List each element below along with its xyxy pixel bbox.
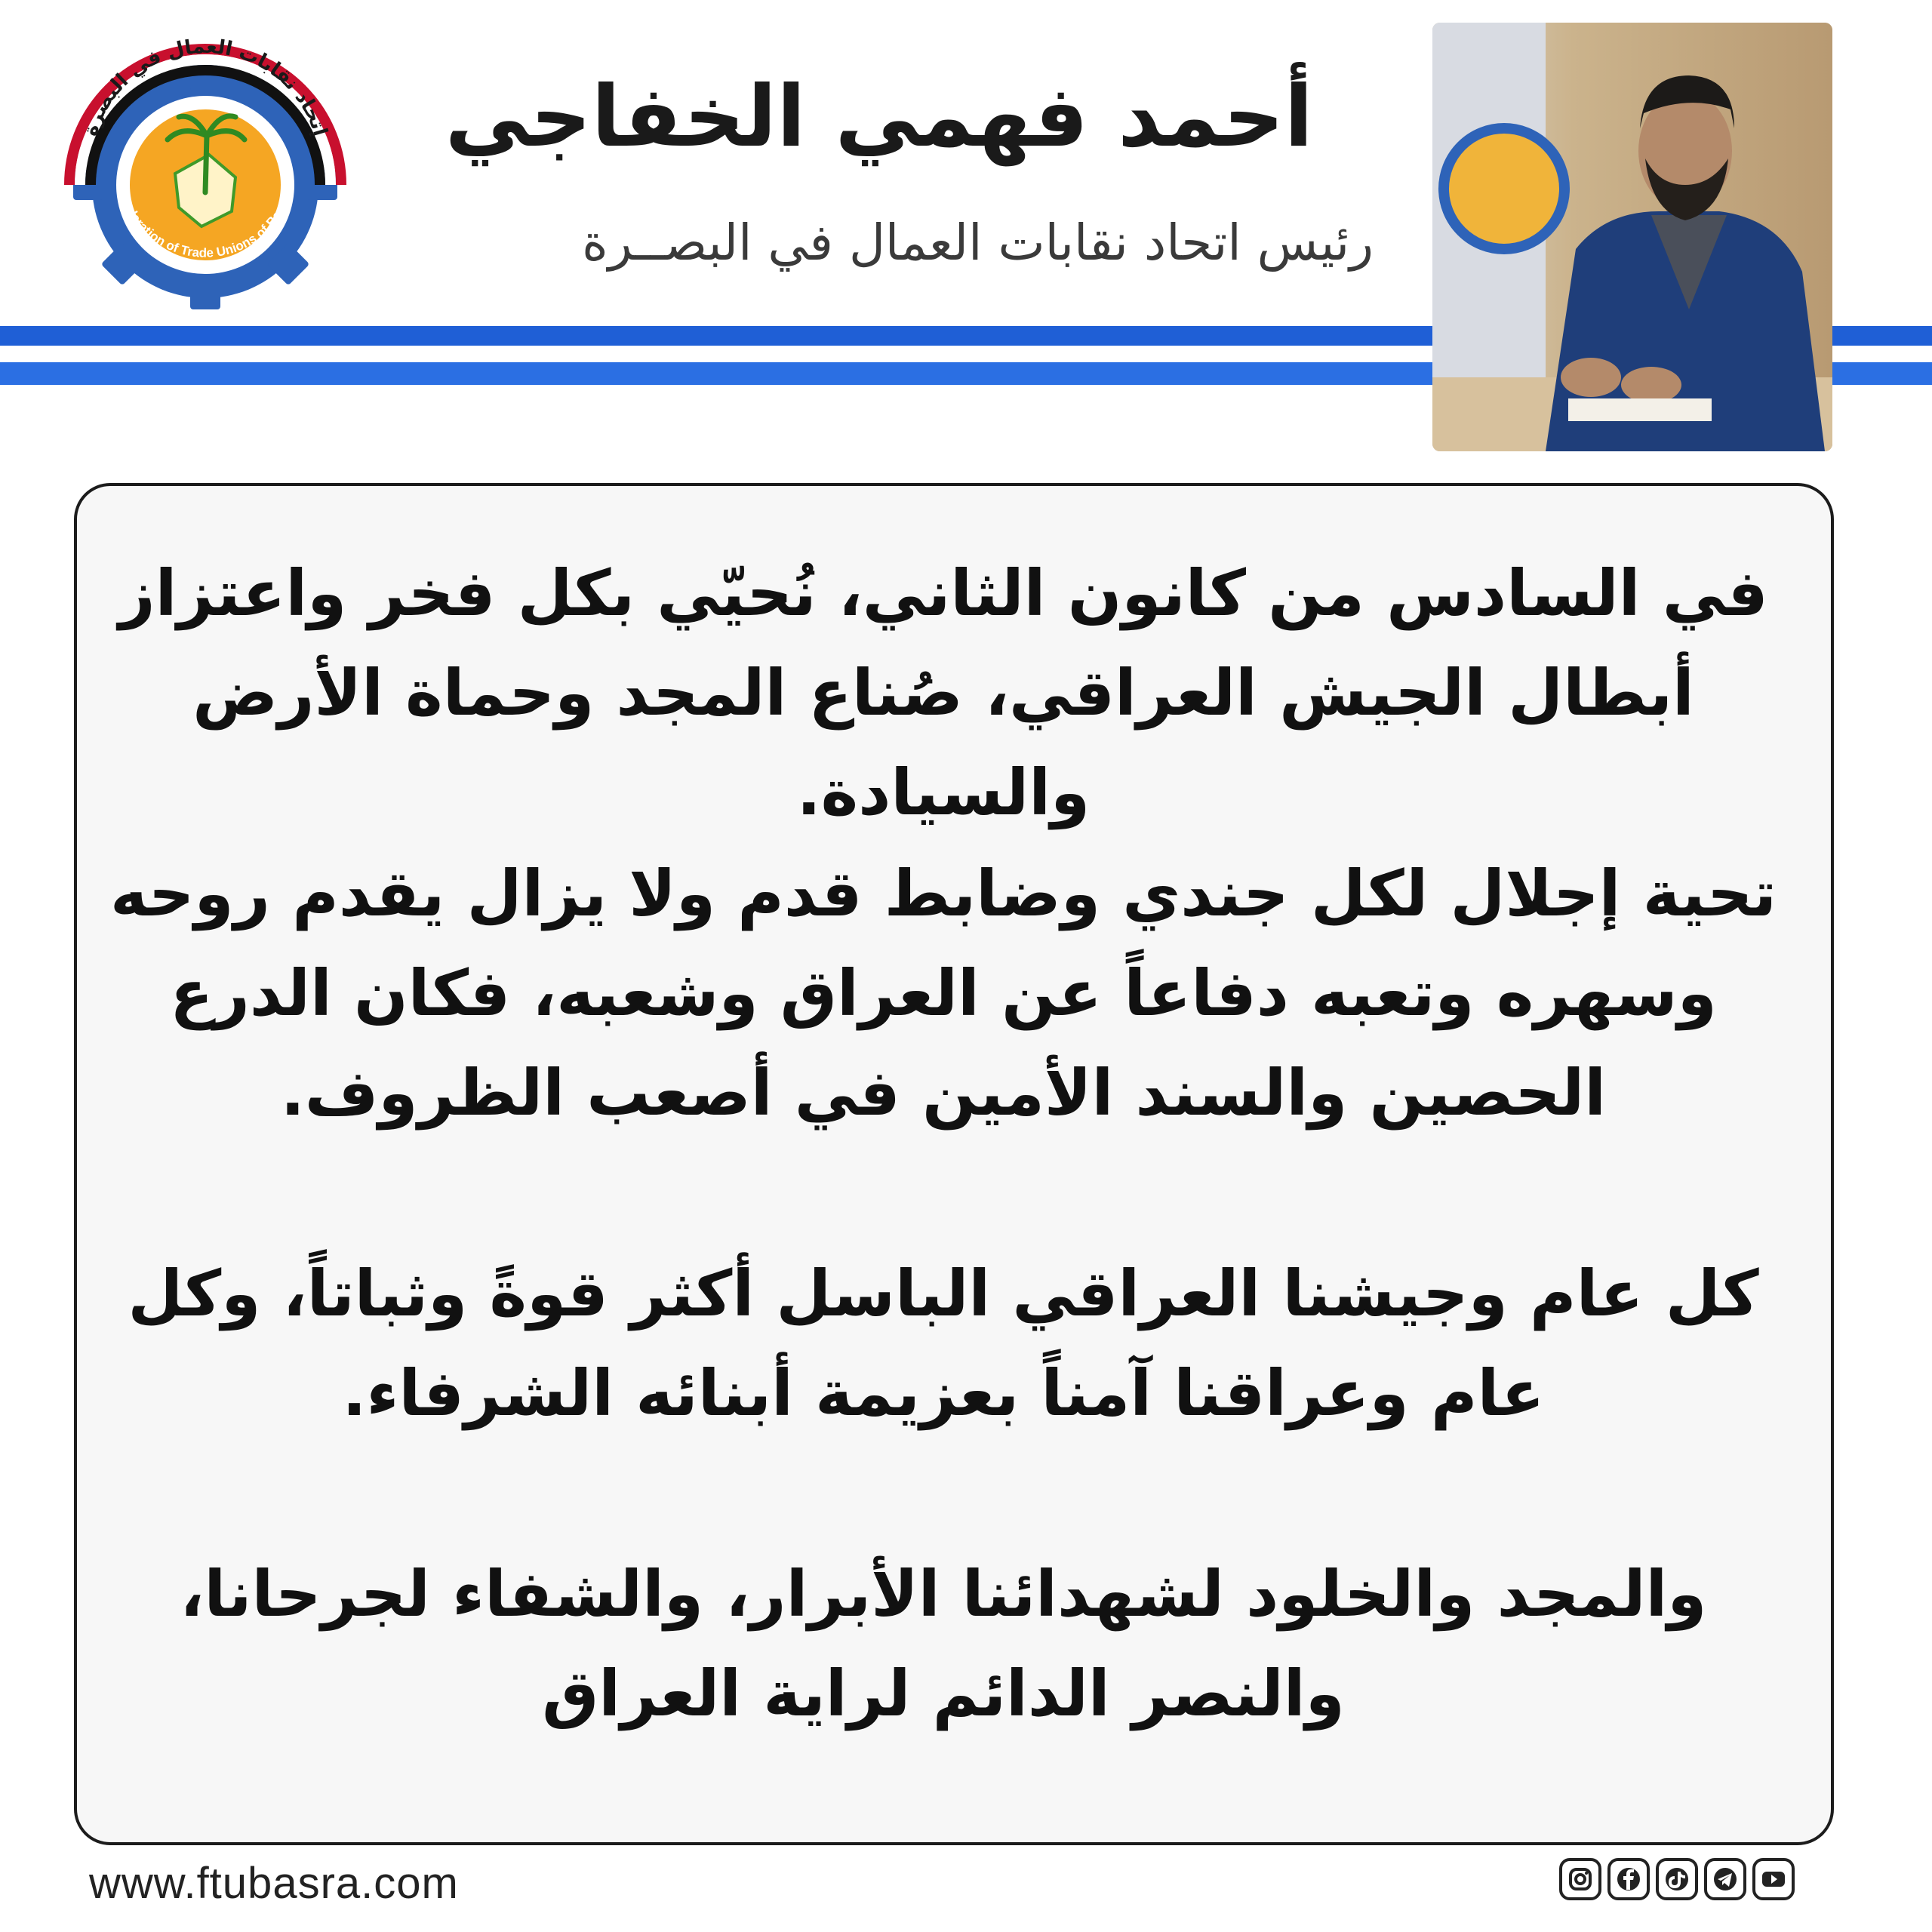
message-paragraph-3: كل عام وجيشنا العراقي الباسل أكثر قوةً وثباتاً، وكل عام وعراقنا آمناً بعزيمة أبنائه الشرفاء. (128, 1257, 1759, 1430)
website-link[interactable]: www.ftubasra.com (89, 1859, 459, 1908)
logo-english-text: Federation of Trade Unions of Basra (117, 192, 294, 260)
social-icons (1559, 1858, 1795, 1906)
message-paragraph-2: تحية إجلال لكل جندي وضابط قدم ولا يزال يقدم روحه وسهره وتعبه دفاعاً عن العراق وشعبه، فكان الدرع الحصين والسند الأمين في أصعب الظروف. (109, 857, 1777, 1130)
portrait-photo (1432, 23, 1832, 451)
tiktok-icon[interactable] (1656, 1858, 1698, 1900)
facebook-icon[interactable] (1607, 1858, 1650, 1900)
message-paragraph-1: في السادس من كانون الثاني، نُحيّي بكل فخر واعتزاز أبطال الجيش العراقي، صُناع المجد وحماة الأرض والسيادة. (118, 556, 1768, 829)
message-paragraph-4: والمجد والخلود لشهدائنا الأبرار، والشفاء لجرحانا، والنصر الدائم لراية العراق (180, 1557, 1707, 1730)
person-name: أحمد فهمي الخفاجي (445, 68, 1313, 166)
federation-logo (47, 23, 364, 325)
telegram-icon[interactable] (1704, 1858, 1746, 1900)
youtube-icon[interactable] (1752, 1858, 1795, 1900)
person-title: رئيس اتحاد نقابات العمال في البصــرة (582, 214, 1374, 272)
instagram-icon[interactable] (1559, 1858, 1601, 1900)
logo-arabic-text: إتحاد نقابات العمال في البصرة (78, 35, 332, 139)
